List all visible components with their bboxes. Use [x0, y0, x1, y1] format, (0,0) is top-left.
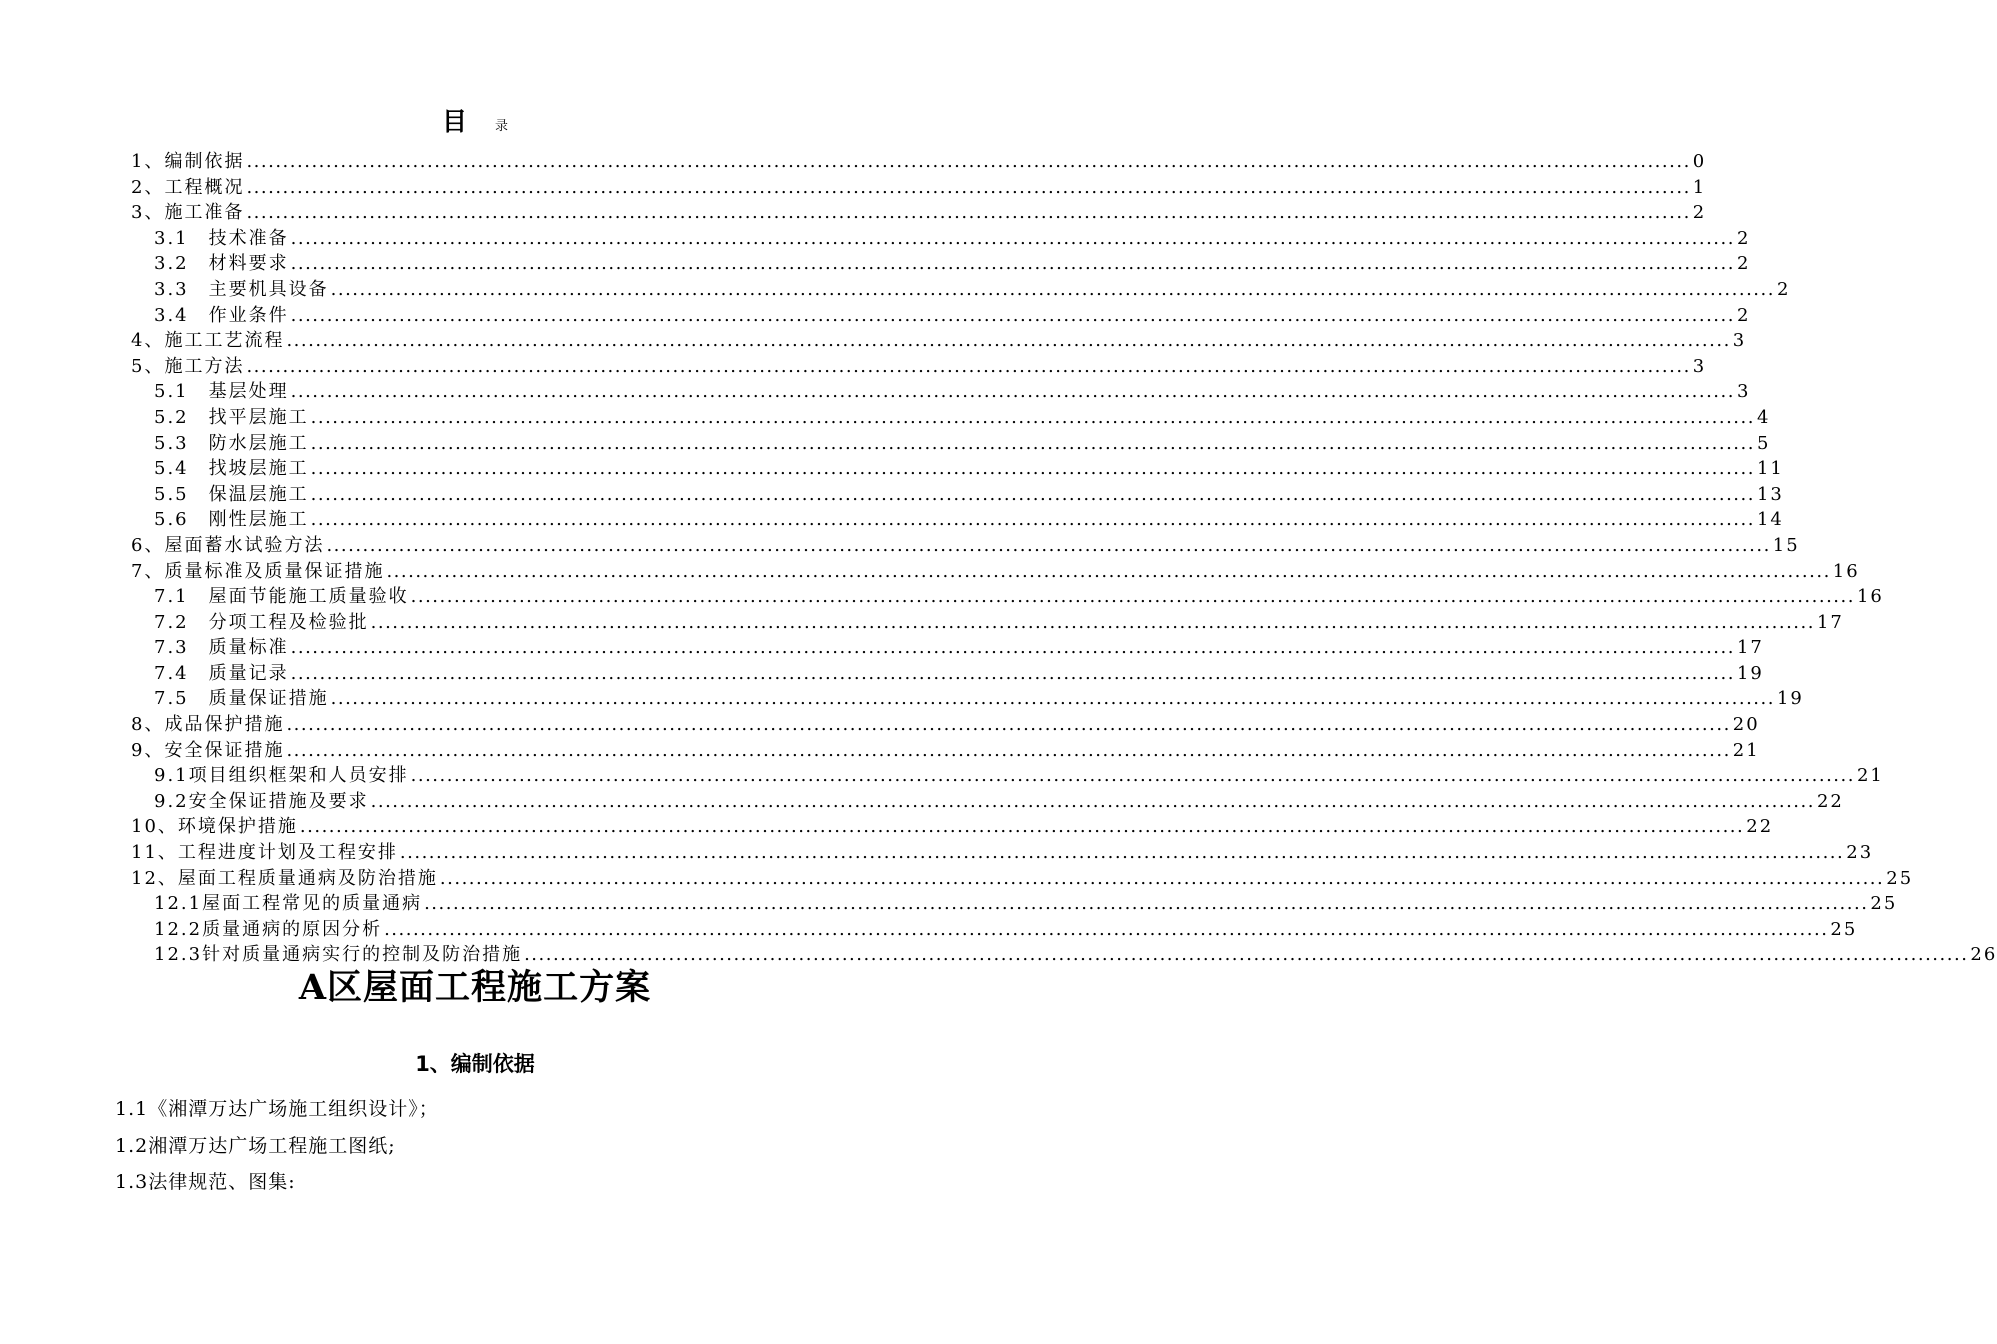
- toc-leader-dots: ........................................................................................................................................................................................................: [290, 253, 1735, 275]
- document-title: A区屋面工程施工方案: [298, 967, 652, 1008]
- toc-entry-label: 5.3 防水层施工: [154, 432, 309, 454]
- toc-leader-dots: ........................................................................................................................................................................................................: [326, 534, 1771, 556]
- toc-entry-page: 19: [1776, 688, 1804, 710]
- toc-entry[interactable]: [131, 379, 1751, 405]
- toc-entry-page: 15: [1772, 534, 1800, 556]
- toc-entry[interactable]: [131, 917, 1858, 943]
- toc-entry[interactable]: [131, 789, 1844, 815]
- toc-leader-dots: ........................................................................................................................................................................................................: [439, 867, 1885, 889]
- toc-entry-page: 19: [1736, 662, 1764, 684]
- toc-leader-dots: ........................................................................................................................................................................................................: [370, 611, 1815, 633]
- toc-entry[interactable]: [131, 814, 1774, 840]
- toc-entry-page: 3: [1692, 355, 1707, 377]
- toc-entry-page: 0: [1692, 151, 1707, 172]
- toc-entry[interactable]: [131, 175, 1707, 201]
- toc-entry-label: 6、屋面蓄水试验方法: [131, 534, 325, 556]
- toc-title-sub: 录: [495, 119, 509, 134]
- toc-entry-label: 3.2 材料要求: [154, 253, 289, 275]
- toc-entry[interactable]: [131, 738, 1760, 764]
- toc-entry[interactable]: [131, 866, 1914, 892]
- toc-entry[interactable]: [131, 226, 1751, 252]
- toc-entry-label: 5.2 找平层施工: [154, 406, 309, 428]
- toc-entry[interactable]: [131, 712, 1760, 738]
- toc-entry[interactable]: [131, 559, 1860, 585]
- toc-leader-dots: ........................................................................................................................................................................................................: [310, 432, 1755, 454]
- toc-leader-dots: ........................................................................................................................................................................................................: [410, 765, 1855, 787]
- toc-entry-page: 25: [1830, 918, 1858, 940]
- toc-title: [0, 104, 950, 145]
- toc-entry-label: 9、安全保证措施: [131, 739, 285, 761]
- toc-entry-page: 17: [1816, 611, 1844, 633]
- toc-entry-page: 25: [1870, 893, 1898, 915]
- toc-leader-dots: ........................................................................................................................................................................................................: [399, 842, 1845, 864]
- toc-entry[interactable]: [131, 303, 1751, 329]
- toc-entry-label: 9.2安全保证措施及要求: [154, 790, 369, 812]
- toc-entry-label: 12.2质量通病的原因分析: [154, 918, 383, 940]
- toc-title-main: 目: [441, 107, 467, 136]
- toc-entry-label: 3.1 技术准备: [154, 227, 289, 249]
- toc-entry-page: 1: [1692, 176, 1707, 198]
- toc-entry[interactable]: [131, 482, 1784, 508]
- paragraph-basis-2: 1.2湘潭万达广场工程施工图纸;: [115, 1135, 396, 1157]
- toc-entry-label: 10、环境保护措施: [131, 816, 298, 838]
- toc-entry-label: 2、工程概况: [131, 176, 245, 198]
- toc-leader-dots: ........................................................................................................................................................................................................: [384, 918, 1829, 940]
- toc-entry[interactable]: [131, 533, 1800, 559]
- toc-entry-page: 11: [1756, 458, 1784, 480]
- toc-entry-page: 2: [1736, 304, 1751, 326]
- toc-entry-label: 7.3 质量标准: [154, 637, 289, 659]
- toc-entry-page: 23: [1846, 842, 1874, 864]
- toc-leader-dots: ........................................................................................................................................................................................................: [424, 893, 1869, 915]
- toc-leader-dots: ........................................................................................................................................................................................................: [524, 944, 1969, 966]
- toc-entry[interactable]: [131, 686, 1804, 712]
- toc-entry[interactable]: [131, 661, 1764, 687]
- toc-entry-label: 11、工程进度计划及工程安排: [131, 842, 398, 864]
- toc-entry[interactable]: [131, 251, 1751, 277]
- toc-leader-dots: ........................................................................................................................................................................................................: [310, 406, 1755, 428]
- toc-entry-label: 5.6 刚性层施工: [154, 509, 309, 531]
- section-heading: 1、编制依据: [415, 1052, 535, 1076]
- toc-leader-dots: ........................................................................................................................................................................................................: [290, 637, 1735, 659]
- toc-entry-label: 1、编制依据: [131, 151, 245, 172]
- toc-entry-label: 3.3 主要机具设备: [154, 278, 329, 300]
- toc-entry-label: 5、施工方法: [131, 355, 245, 377]
- toc-leader-dots: ........................................................................................................................................................................................................: [386, 560, 1831, 582]
- toc-leader-dots: ........................................................................................................................................................................................................: [370, 790, 1815, 812]
- toc-entry[interactable]: [131, 891, 1898, 917]
- toc-entry-page: 16: [1856, 586, 1884, 608]
- toc-entry-label: 4、施工工艺流程: [131, 330, 285, 352]
- toc-entry-page: 20: [1732, 714, 1760, 736]
- toc-entry[interactable]: [131, 354, 1707, 380]
- toc-entry[interactable]: [131, 610, 1844, 636]
- toc-leader-dots: ........................................................................................................................................................................................................: [290, 227, 1735, 249]
- toc-entry-page: 17: [1736, 637, 1764, 659]
- toc-entry-page: 2: [1692, 202, 1707, 224]
- toc-entry-label: 7.1 屋面节能施工质量验收: [154, 586, 409, 608]
- toc-leader-dots: ........................................................................................................................................................................................................: [286, 714, 1731, 736]
- toc-entry[interactable]: [131, 456, 1784, 482]
- toc-entry-label: 9.1项目组织框架和人员安排: [154, 765, 409, 787]
- toc-entry[interactable]: [131, 431, 1771, 457]
- toc-entry[interactable]: [131, 763, 1884, 789]
- toc-entry[interactable]: [131, 200, 1707, 226]
- toc-leader-dots: ........................................................................................................................................................................................................: [246, 355, 1691, 377]
- toc-entry-label: 12.3针对质量通病实行的控制及防治措施: [154, 944, 523, 966]
- toc-entry-page: 26: [1970, 944, 1997, 966]
- toc-leader-dots: ........................................................................................................................................................................................................: [290, 662, 1735, 684]
- toc-entry-page: 22: [1816, 790, 1844, 812]
- toc-entry[interactable]: [131, 328, 1747, 354]
- toc-entry[interactable]: [131, 507, 1784, 533]
- toc-entry-label: 7.2 分项工程及检验批: [154, 611, 369, 633]
- toc-entry[interactable]: [131, 635, 1764, 661]
- toc-leader-dots: ........................................................................................................................................................................................................: [299, 816, 1745, 838]
- toc-entry[interactable]: [131, 405, 1771, 431]
- toc-entry-page: 3: [1736, 381, 1751, 403]
- toc-leader-dots: ........................................................................................................................................................................................................: [410, 586, 1855, 608]
- toc-leader-dots: ........................................................................................................................................................................................................: [310, 509, 1755, 531]
- toc-leader-dots: ........................................................................................................................................................................................................: [310, 483, 1755, 505]
- toc-leader-dots: ........................................................................................................................................................................................................: [246, 176, 1691, 198]
- toc-leader-dots: ........................................................................................................................................................................................................: [330, 688, 1775, 710]
- toc-entry-label: 5.4 找坡层施工: [154, 458, 309, 480]
- toc-entry-label: 12、屋面工程质量通病及防治措施: [131, 867, 438, 889]
- toc-entry-label: 5.5 保温层施工: [154, 483, 309, 505]
- toc-entry-label: 5.1 基层处理: [154, 381, 289, 403]
- toc-entry[interactable]: [131, 584, 1884, 610]
- toc-entry-page: 21: [1732, 739, 1760, 761]
- toc-entry-page: 22: [1746, 816, 1774, 838]
- toc-entry[interactable]: [131, 149, 1707, 175]
- toc-leader-dots: ........................................................................................................................................................................................................: [246, 202, 1691, 224]
- toc-entry[interactable]: [131, 840, 1874, 866]
- toc-entry-page: 2: [1736, 253, 1751, 275]
- toc-entry-label: 3、施工准备: [131, 202, 245, 224]
- toc-entry[interactable]: [131, 277, 1791, 303]
- toc-leader-dots: ........................................................................................................................................................................................................: [330, 278, 1775, 300]
- toc-leader-dots: ........................................................................................................................................................................................................: [286, 330, 1731, 352]
- toc-entry-page: 4: [1756, 406, 1771, 428]
- toc-entry-page: 13: [1756, 483, 1784, 505]
- toc-entry-label: 8、成品保护措施: [131, 714, 285, 736]
- toc-entry-label: 7、质量标准及质量保证措施: [131, 560, 385, 582]
- toc-entry-page: 3: [1732, 330, 1747, 352]
- toc-leader-dots: ........................................................................................................................................................................................................: [290, 381, 1735, 403]
- table-of-contents: [131, 149, 1997, 968]
- paragraph-basis-1: 1.1《湘潭万达广场施工组织设计》；: [115, 1098, 439, 1120]
- paragraph-basis-3: 1.3法律规范、图集:: [115, 1171, 296, 1193]
- toc-entry-page: 21: [1856, 765, 1884, 787]
- toc-entry-label: 7.5 质量保证措施: [154, 688, 329, 710]
- toc-entry-page: 5: [1756, 432, 1771, 454]
- toc-leader-dots: ........................................................................................................................................................................................................: [286, 739, 1731, 761]
- toc-entry-page: 16: [1832, 560, 1860, 582]
- toc-entry-label: 3.4 作业条件: [154, 304, 289, 326]
- toc-entry-page: 14: [1756, 509, 1784, 531]
- toc-leader-dots: ........................................................................................................................................................................................................: [246, 151, 1691, 172]
- toc-entry-label: 7.4 质量记录: [154, 662, 289, 684]
- toc-entry-page: 2: [1776, 278, 1791, 300]
- toc-entry-label: 12.1屋面工程常见的质量通病: [154, 893, 423, 915]
- toc-entry-page: 2: [1736, 227, 1751, 249]
- toc-leader-dots: ........................................................................................................................................................................................................: [310, 458, 1755, 480]
- toc-leader-dots: ........................................................................................................................................................................................................: [290, 304, 1735, 326]
- toc-entry-page: 25: [1886, 867, 1914, 889]
